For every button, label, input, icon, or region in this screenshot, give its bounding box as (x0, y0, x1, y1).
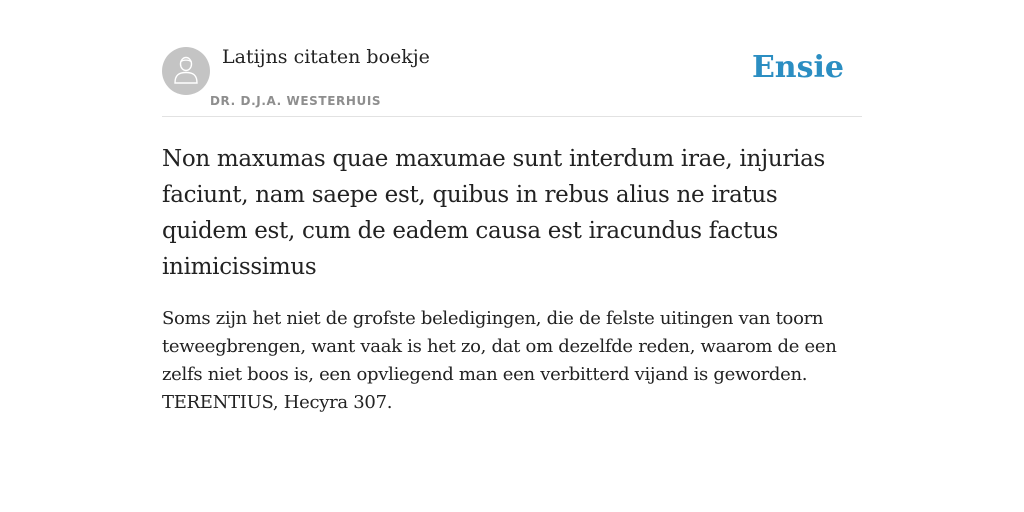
entry-header (162, 0, 862, 117)
latin-quote: Non maxumas quae maxumae sunt interdum irae, injurias faciunt, nam saepe est, quibus in rebus alius ne iratus quidem est, cum de eadem causa est iracundus factus inimicissimus (162, 146, 825, 280)
user-silhouette-icon (174, 56, 198, 84)
author-name[interactable]: DR. D.J.A. WESTERHUIS (210, 94, 382, 108)
avatar[interactable] (162, 47, 210, 95)
book-title[interactable]: Latijns citaten boekje (222, 46, 430, 68)
brand-logo[interactable]: Ensie (751, 50, 844, 85)
entry-card (162, 0, 862, 417)
quote-translation: Soms zijn het niet de grofste beledigingen, die de felste uitingen van toorn teweegbrengen, want vaak is het zo, dat om dezelfde reden, waarom de een zelfs niet boos is, een opvliegend man een verbitterd vijand is geworden. TERENTIUS, Hecyra 307. (162, 308, 837, 413)
